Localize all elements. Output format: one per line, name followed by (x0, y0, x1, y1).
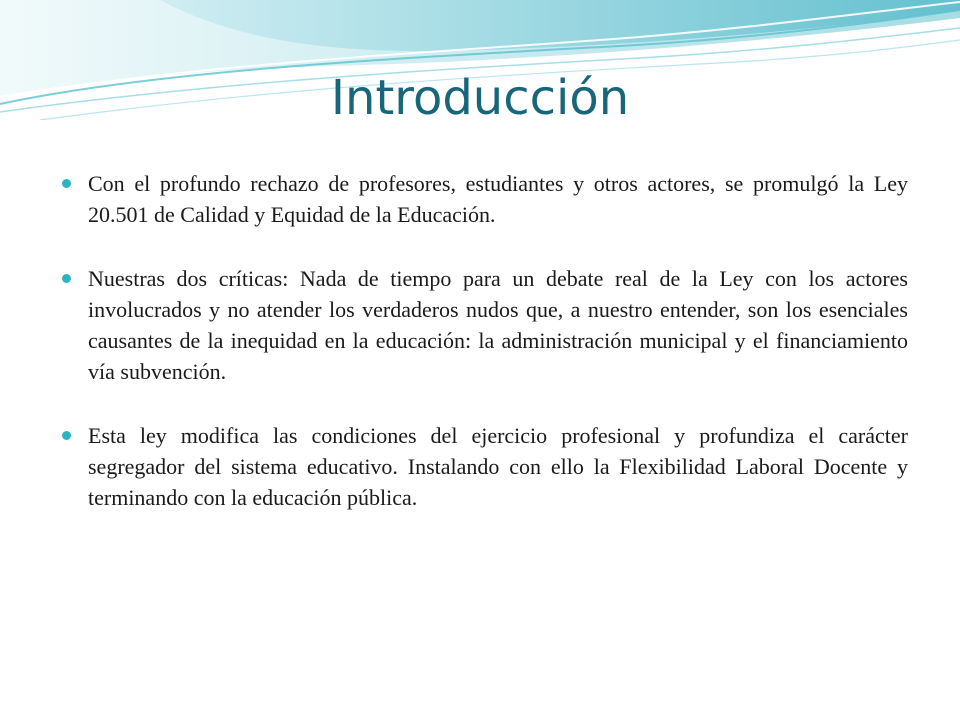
slide-title: Introducción (330, 70, 630, 126)
bullet-item (62, 263, 908, 387)
bullet-text: Esta ley modifica las condiciones del ejercicio profesional y profundiza el carácter segregador del sistema educativo. Instalando con ello la Flexibilidad Laboral Docente y terminando con la educación pública. (88, 423, 908, 510)
bullet-text: Nuestras dos críticas: Nada de tiempo para un debate real de la Ley con los actores involucrados y no atender los verdaderos nudos que, a nuestro entender, son los esenciales causantes de la inequidad en la educación: la administración municipal y el financiamiento vía subvención. (88, 266, 908, 384)
bullet-dot-icon (62, 179, 71, 188)
bullet-text: Con el profundo rechazo de profesores, estudiantes y otros actores, se promulgó la Ley 20.501 de Calidad y Equidad de la Educación. (88, 171, 908, 227)
bullet-dot-icon (62, 274, 71, 283)
bullet-item (62, 420, 908, 513)
bullet-dot-icon (62, 431, 71, 440)
bullet-item (62, 168, 908, 230)
bullet-list (62, 168, 908, 546)
